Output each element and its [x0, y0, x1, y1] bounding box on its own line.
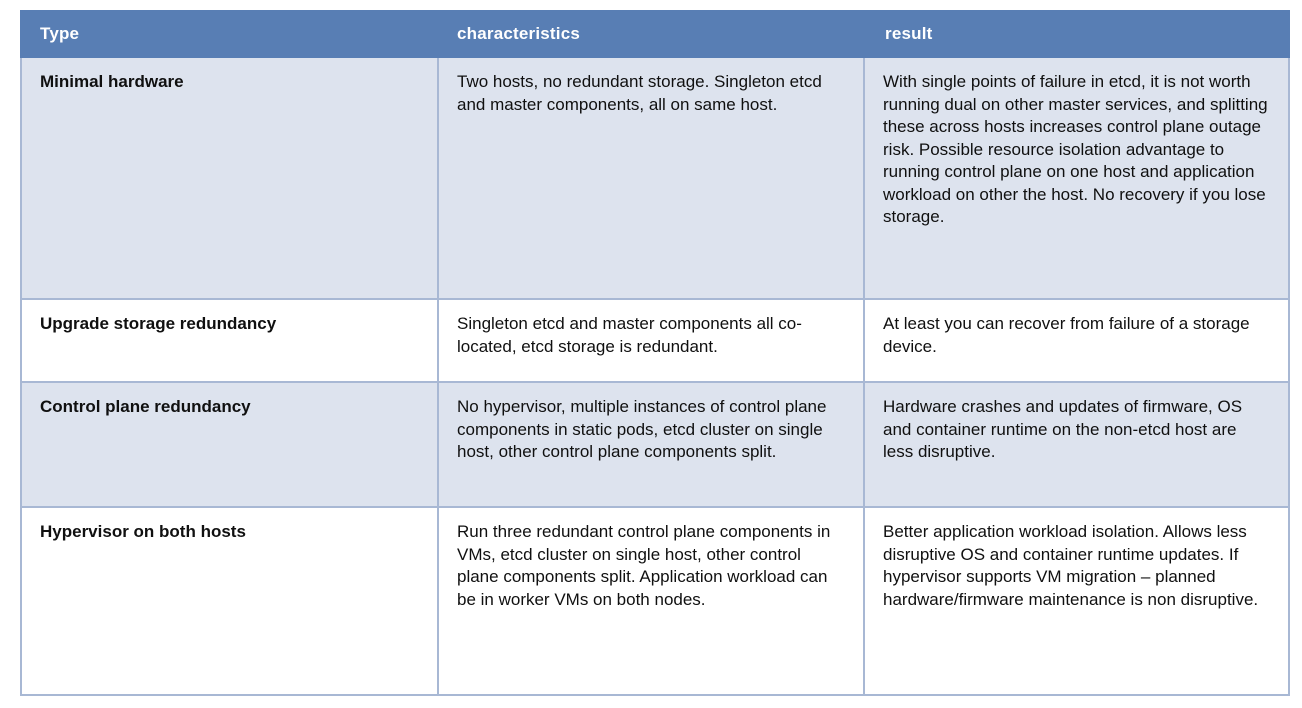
- cell-result: At least you can recover from failure of a storage device.: [865, 300, 1288, 381]
- cell-type: Upgrade storage redundancy: [22, 300, 437, 381]
- table-header-row: [20, 10, 1290, 58]
- cell-result: Better application workload isolation. Allows less disruptive OS and container runtime updates. If hypervisor supports VM migration – planned hardware/firmware maintenance is non disruptive.: [865, 508, 1288, 694]
- cell-characteristics: No hypervisor, multiple instances of control plane components in static pods, etcd cluster on single host, other control plane components split.: [439, 383, 863, 506]
- column-header-type: Type: [40, 24, 80, 43]
- column-header-characteristics: characteristics: [457, 24, 581, 43]
- cell-characteristics: Two hosts, no redundant storage. Singleton etcd and master components, all on same host.: [439, 58, 863, 298]
- cell-type: Hypervisor on both hosts: [22, 508, 437, 694]
- cell-result: With single points of failure in etcd, it is not worth running dual on other master services, and splitting these across hosts increases control plane outage risk. Possible resource isolation advantage to running control plane on one host and application workload on other the host. No recovery if you lose storage.: [865, 58, 1288, 298]
- column-header-result: result: [885, 24, 933, 43]
- configuration-table: [20, 10, 1290, 696]
- cell-type: Minimal hardware: [22, 58, 437, 298]
- cell-characteristics: Run three redundant control plane components in VMs, etcd cluster on single host, other control plane components split. Application workload can be in worker VMs on both nodes.: [439, 508, 863, 694]
- cell-characteristics: Singleton etcd and master components all co-located, etcd storage is redundant.: [439, 300, 863, 381]
- cell-result: Hardware crashes and updates of firmware, OS and container runtime on the non-etcd host are less disruptive.: [865, 383, 1288, 506]
- cell-type: Control plane redundancy: [22, 383, 437, 506]
- table-body: [20, 58, 1290, 696]
